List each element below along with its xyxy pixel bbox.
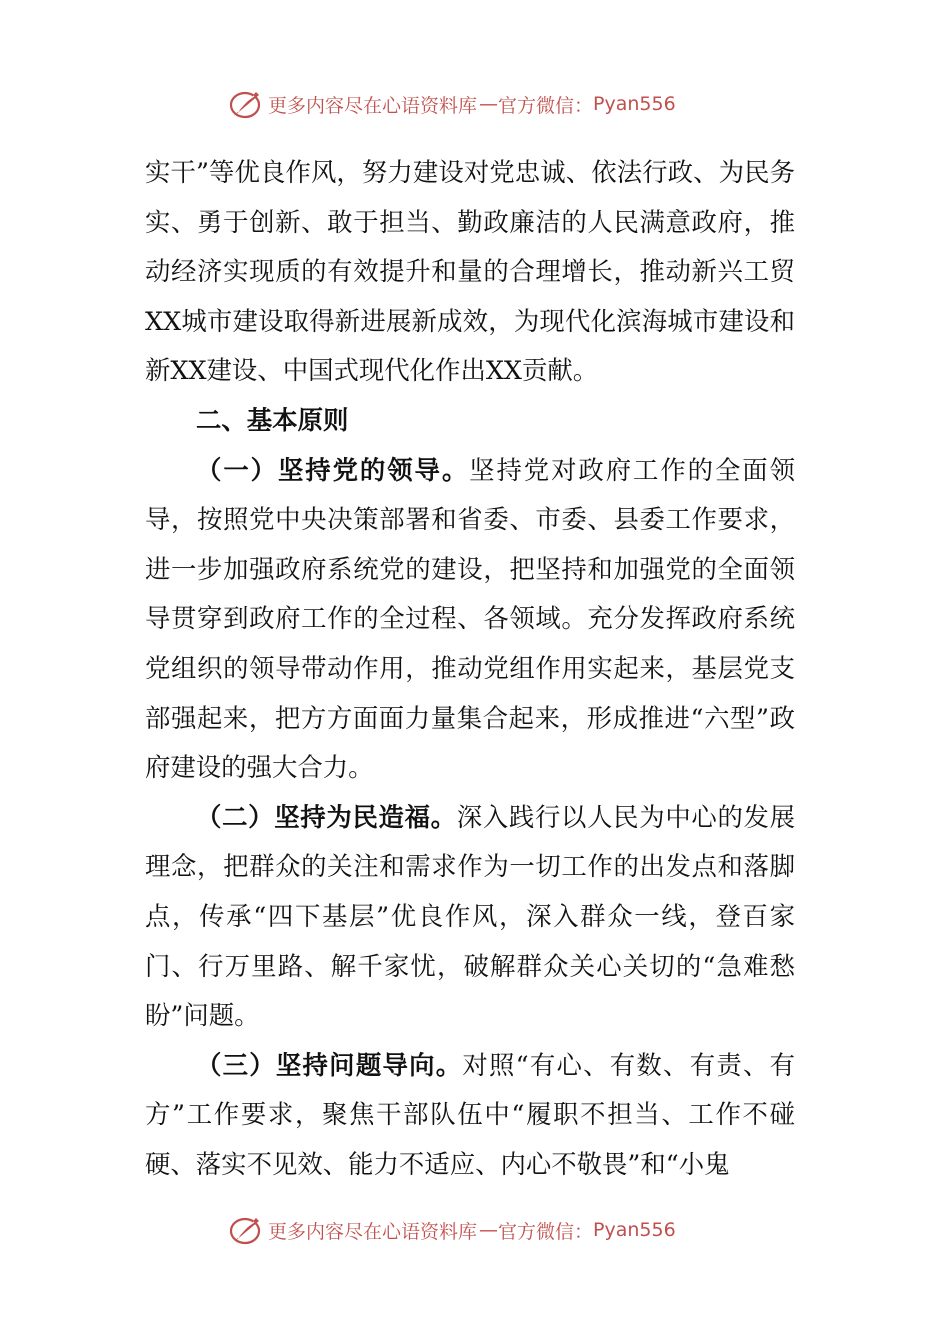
watermark-wechat-id: Pyan556 <box>593 93 676 115</box>
paragraph-continuation <box>145 148 795 396</box>
watermark-separator: — <box>479 1219 499 1241</box>
paragraph-principle-2 <box>145 793 795 1041</box>
document-body <box>145 148 795 1189</box>
footer-watermark <box>228 1210 676 1250</box>
paragraph-text: 实干”等优良作风，努力建设对党忠诚、依法行政、为民务实、勇于创新、敢于担当、勤政廉洁的人民满意政府，推动经济实现质的有效提升和量的合理增长，推动新兴工贸XX城市建设取得新进展新成效，为现代化滨海城市建设和新XX建设、中国式现代化作出XX贡献。 <box>145 157 795 386</box>
heading-text: 二、基本原则 <box>196 404 349 435</box>
section-heading <box>145 396 795 446</box>
watermark-wechat-label: 官方微信： <box>498 94 594 117</box>
header-watermark <box>228 84 676 124</box>
paragraph-text: 对照“有心、有数、有责、有方”工作要求，聚焦干部队伍中“履职不担当、工作不碰硬、落实不见效、能力不适应、内心不敬畏”和“小鬼 <box>145 1049 796 1179</box>
paragraph-principle-3 <box>145 1041 795 1190</box>
watermark-separator: — <box>479 93 499 115</box>
watermark-wechat-id: Pyan556 <box>593 1219 676 1241</box>
principle-title: （一）坚持党的领导。 <box>196 454 470 485</box>
principle-title: （三）坚持问题导向。 <box>196 1049 463 1080</box>
quill-pen-logo-icon <box>228 86 264 122</box>
watermark-wechat-label: 官方微信： <box>498 1220 594 1243</box>
paragraph-text: 坚持党对政府工作的全面领导，按照党中央决策部署和省委、市委、县委工作要求，进一步加强政府系统党的建设，把坚持和加强党的全面领导贯穿到政府工作的全过程、各领域。充分发挥政府系统党组织的领导带动作用，推动党组作用实起来，基层党支部强起来，把方方面面力量集合起来，形成推进“六型”政府建设的强大合力。 <box>145 454 796 783</box>
principle-title: （二）坚持为民造福。 <box>196 801 457 832</box>
paragraph-principle-1 <box>145 446 795 793</box>
quill-pen-logo-icon <box>228 1212 264 1248</box>
watermark-site-text: 更多内容尽在心语资料库 <box>268 94 478 117</box>
watermark-site-text: 更多内容尽在心语资料库 <box>268 1220 478 1243</box>
paragraph-text: 深入践行以人民为中心的发展理念，把群众的关注和需求作为一切工作的出发点和落脚点，传承“四下基层”优良作风，深入群众一线，登百家门、行万里路、解千家忧，破解群众关心关切的“急难愁盼”问题。 <box>145 801 796 1031</box>
